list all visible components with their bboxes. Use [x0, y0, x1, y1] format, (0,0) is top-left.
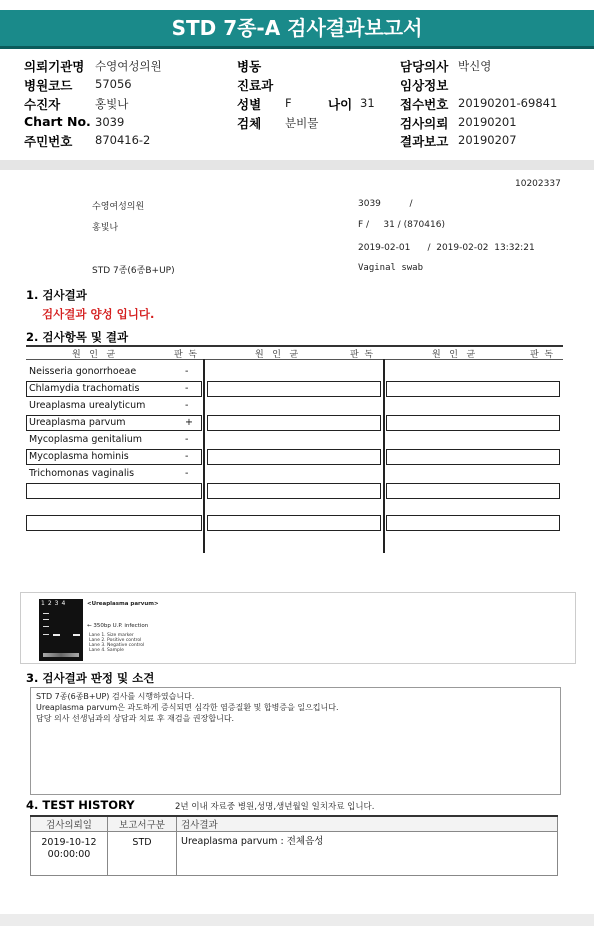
- header-value: F: [285, 96, 292, 110]
- header-label: 병동: [237, 59, 262, 74]
- header-label: 결과보고: [400, 134, 449, 149]
- gel-legend-item: Lane 3. Negative control: [89, 643, 145, 648]
- empty-result-box: [207, 449, 381, 465]
- patient-name: 홍빛나: [92, 223, 119, 233]
- gel-marker-band: [43, 634, 49, 635]
- gel-bottom-bands: [43, 653, 79, 657]
- empty-result-box: [386, 515, 560, 531]
- pathogen-result: -: [185, 468, 189, 479]
- history-date-time: 00:00:00: [47, 849, 91, 860]
- col-pathogen-3: 원 인 균: [432, 350, 476, 360]
- history-type: STD: [108, 832, 177, 876]
- gel-legend-item: Lane 1. Size marker: [89, 633, 134, 638]
- history-table: [30, 815, 558, 876]
- empty-result-box: [386, 449, 560, 465]
- pathogen-name: Ureaplasma parvum: [29, 417, 126, 428]
- pathogen-name: Chlamydia trachomatis: [29, 383, 140, 394]
- pathogen-result: -: [185, 434, 189, 445]
- header-value: 수영여성의원: [95, 59, 162, 73]
- header-label: 접수번호: [400, 97, 449, 112]
- header-label: 의뢰기관명: [24, 59, 85, 74]
- hospital-name: 수영여성의원: [92, 202, 145, 212]
- gel-positive-band: [53, 634, 60, 636]
- gel-marker-band: [43, 626, 49, 627]
- pathogen-result: -: [185, 383, 189, 394]
- empty-result-box: [207, 381, 381, 397]
- empty-result-box: [26, 483, 202, 499]
- pathogen-result: -: [185, 400, 189, 411]
- col-result-1: 판 독: [174, 350, 198, 360]
- header-label: 담당의사: [400, 59, 449, 74]
- header-label: 성별: [237, 97, 262, 112]
- header-info: [0, 52, 594, 152]
- opinion-line: 담당 의사 선생님과의 상담과 치료 후 재검을 권장합니다.: [36, 714, 235, 723]
- test-name: STD 7종(6종B+UP): [92, 266, 175, 276]
- header-label: 수진자: [24, 97, 61, 112]
- gel-legend-item: Lane 4. Sample: [89, 648, 124, 653]
- pathogen-name: Trichomonas vaginalis: [29, 468, 135, 479]
- header-value: 박신영: [458, 59, 492, 73]
- section1-heading: 1. 검사결과: [26, 288, 87, 302]
- gel-image: [39, 599, 83, 661]
- column-divider-2: [383, 359, 385, 553]
- section3-heading: 3. 검사결과 판정 및 소견: [26, 671, 155, 685]
- col-pathogen-1: 원 인 균: [72, 350, 116, 360]
- gel-marker-band: [43, 613, 49, 614]
- sex-age: F / 31 / (870416): [358, 220, 445, 230]
- header-value: 홍빛나: [95, 97, 129, 111]
- header-label: 검사의뢰: [400, 116, 449, 131]
- header-label: 주민번호: [24, 134, 73, 149]
- col-result-2: 판 독: [350, 350, 374, 360]
- pathogen-result: -: [185, 366, 189, 377]
- gel-lane-number: 2: [47, 600, 55, 607]
- empty-result-box: [207, 483, 381, 499]
- empty-result-box: [386, 483, 560, 499]
- column-divider-1: [203, 359, 205, 553]
- empty-result-box: [386, 381, 560, 397]
- chart-number: 3039 /: [358, 199, 413, 209]
- header-value: 20190201-69841: [458, 96, 558, 110]
- age-label: 나이: [328, 97, 353, 112]
- pathogen-result: +: [185, 417, 193, 428]
- gel-lane-number: 4: [61, 600, 69, 607]
- gel-lane-number: 1: [41, 600, 48, 607]
- specimen-type: Vaginal swab: [358, 263, 424, 273]
- header-value: 57056: [95, 77, 132, 91]
- opinion-line: STD 7종(6종B+UP) 검사를 시행하였습니다.: [36, 692, 195, 701]
- gel-legend: [89, 633, 144, 653]
- gel-title: <Ureaplasma parvum>: [87, 601, 159, 607]
- id-number: 10202337: [515, 179, 561, 189]
- header-label: 병원코드: [24, 78, 73, 93]
- empty-result-box: [386, 415, 560, 431]
- history-col-date: 검사의뢰일: [31, 816, 108, 832]
- section2-heading: 2. 검사항목 및 결과: [26, 330, 129, 344]
- age-value: 31: [360, 96, 375, 110]
- header-value: 3039: [95, 115, 125, 129]
- test-dates: 2019-02-01 / 2019-02-02 13:32:21: [358, 243, 535, 253]
- header-label: Chart No.: [24, 114, 91, 129]
- history-date: [31, 832, 108, 876]
- footer-band: [0, 914, 594, 926]
- history-result: Ureaplasma parvum : 전체음성: [177, 832, 558, 876]
- header-value: 20190201: [458, 115, 517, 129]
- report-title: STD 7종-A 검사결과보고서: [0, 10, 594, 49]
- header-label: 진료과: [237, 78, 274, 93]
- empty-result-box: [207, 515, 381, 531]
- history-table-wrap: [30, 815, 558, 876]
- col-result-3: 판 독: [530, 350, 554, 360]
- history-row: [31, 832, 558, 876]
- gel-legend-item: Lane 2. Positive control: [89, 638, 142, 643]
- empty-result-box: [26, 515, 202, 531]
- history-note: 2년 이내 자료중 병원,성명,생년월일 일치자료 입니다.: [175, 802, 375, 812]
- header-label: 검체: [237, 116, 262, 131]
- col-pathogen-2: 원 인 균: [255, 350, 299, 360]
- opinion-box: [30, 687, 561, 795]
- pathogen-name: Mycoplasma hominis: [29, 451, 129, 462]
- pathogen-result: -: [185, 451, 189, 462]
- pathogen-name: Neisseria gonorrhoeae: [29, 366, 137, 377]
- gel-lane-number: 3: [54, 600, 62, 607]
- opinion-line: Ureaplasma parvum은 과도하게 증식되면 심각한 염증질환 및 합병증을 일으킵니다.: [36, 703, 339, 712]
- pathogen-name: Ureaplasma urealyticum: [29, 400, 146, 411]
- history-date-day: 2019-10-12: [41, 837, 97, 848]
- empty-result-box: [207, 415, 381, 431]
- result-summary: 검사결과 양성 입니다.: [42, 307, 155, 321]
- header-divider: [0, 160, 594, 170]
- history-col-result: 검사결과: [177, 816, 558, 832]
- gel-sample-band: [73, 634, 80, 636]
- gel-lane-numbers: [41, 600, 68, 607]
- gel-image-panel: [20, 592, 576, 664]
- header-label: 임상정보: [400, 78, 449, 93]
- header-value: 분비물: [285, 116, 319, 130]
- section4-heading: 4. TEST HISTORY: [26, 798, 135, 812]
- gel-band-label: ← 350bp U.P. infection: [87, 623, 149, 629]
- gel-marker-band: [43, 619, 49, 620]
- header-value: 870416-2: [95, 133, 151, 147]
- header-value: 20190207: [458, 133, 517, 147]
- pathogen-name: Mycoplasma genitalium: [29, 434, 143, 445]
- history-col-type: 보고서구분: [108, 816, 177, 832]
